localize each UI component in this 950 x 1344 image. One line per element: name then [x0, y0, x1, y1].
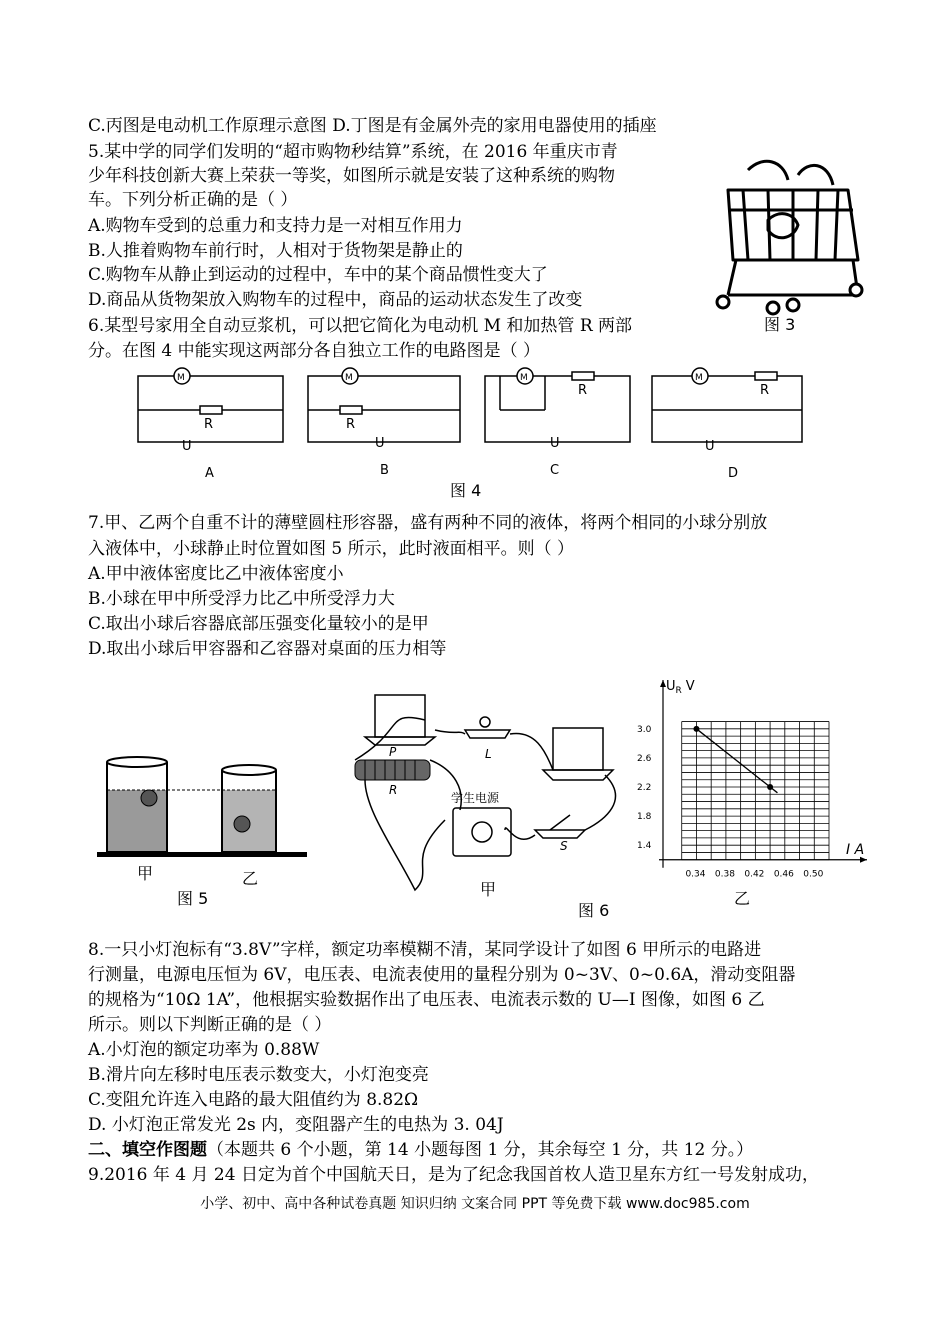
fig5-containers	[92, 752, 322, 912]
fig4-caption: 图 4	[450, 481, 482, 500]
q8-stem-4: 所示。则以下判断正确的是（ ）	[88, 1015, 332, 1035]
q5-option-c: C.购物车从静止到运动的过程中，车中的某个商品惯性变大了	[88, 265, 548, 285]
fig4-u-b: U	[375, 436, 385, 451]
page-footer: 小学、初中、高中各种试卷真题 知识归纳 文案合同 PPT 等免费下载 www.doc985.com	[200, 1196, 750, 1212]
fig6-p-label: P	[389, 745, 397, 759]
q8-option-a: A.小灯泡的额定功率为 0.88W	[88, 1040, 320, 1060]
series-line	[696, 729, 777, 793]
fig4-label-b: B	[380, 463, 389, 478]
fig6-l-label: L	[485, 747, 492, 761]
q7-option-a: A.甲中液体密度比乙中液体密度小	[88, 564, 344, 584]
x-tick-label: 0.46	[773, 869, 794, 880]
fig6-power-label: 学生电源	[451, 791, 500, 805]
q8-option-b: B.滑片向左移时电压表示数变大，小灯泡变亮	[88, 1065, 429, 1085]
data-point	[767, 784, 773, 790]
chart-x-axis-label: I A	[846, 842, 865, 858]
q5-option-a: A.购物车受到的总重力和支持力是一对相互作用力	[88, 216, 463, 236]
section-2-note: （本题共 6 个小题，第 14 小题每图 1 分，其余每空 1 分，共 12 分。）	[207, 1140, 754, 1160]
section-2-heading	[88, 1138, 753, 1162]
q5-stem-2: 少年科技创新大赛上荣获一等奖，如图所示就是安装了这种系统的购物	[88, 166, 615, 186]
fig4-motor-c: M	[520, 373, 528, 383]
q8-option-d: D. 小灯泡正常发光 2s 内，变阻器产生的电热为 3. 04J	[88, 1115, 504, 1135]
chart-ticks	[637, 725, 824, 880]
fig4-motor-a: M	[177, 373, 185, 383]
fig6-ui-chart	[632, 672, 882, 912]
q5-stem-3: 车。下列分析正确的是（ ）	[88, 190, 298, 210]
fig5-yi: 乙	[242, 869, 259, 888]
fig6-caption: 图 6	[578, 901, 610, 920]
q8-option-c: C.变阻允许连入电路的最大阻值约为 8.82Ω	[88, 1090, 419, 1110]
fig4-u-d: U	[705, 439, 715, 454]
q6-stem-2: 分。在图 4 中能实现这两部分各自独立工作的电路图是（ ）	[88, 341, 541, 361]
fig4-u-c: U	[550, 436, 560, 451]
q7-option-c: C.取出小球后容器底部压强变化量较小的是甲	[88, 614, 429, 634]
x-tick-label: 0.50	[803, 869, 824, 880]
fig5-caption: 图 5	[177, 889, 209, 908]
q7-option-d: D.取出小球后甲容器和乙容器对桌面的压力相等	[88, 639, 447, 659]
q5-option-b: B.人推着购物车前行时，人相对于货物架是静止的	[88, 241, 463, 261]
fig4-r-d: R	[760, 383, 770, 398]
y-tick-label: 1.8	[637, 812, 652, 823]
fig4-label-a: A	[205, 466, 214, 481]
q5-stem-1: 5.某中学的同学们发明的“超市购物秒结算”系统，在 2016 年重庆市青	[88, 142, 618, 162]
chart-y-axis-label: $U_R$ V	[666, 679, 695, 696]
fig3-caption: 图 3	[764, 315, 796, 334]
fig6-s-label: S	[560, 839, 568, 853]
fig3-shopping-cart	[708, 150, 868, 340]
fig4-r-a: R	[204, 417, 214, 432]
q8-stem-3: 的规格为“10Ω 1A”，他根据实验数据作出了电压表、电流表示数的 U—I 图像，如图 6 乙	[88, 990, 765, 1010]
chart-axes	[659, 680, 867, 868]
q7-stem-2: 入液体中，小球静止时位置如图 5 所示，此时液面相平。则（ ）	[88, 539, 575, 559]
q8-stem-1: 8.一只小灯泡标有“3.8V”字样，额定功率模糊不清，某同学设计了如图 6 甲所示的电路进	[88, 940, 762, 960]
x-tick-label: 0.38	[714, 869, 735, 880]
fig4-r-c: R	[578, 383, 588, 398]
fig4-circuits	[130, 362, 810, 502]
fig6-jia: 甲	[480, 880, 497, 899]
y-tick-label: 3.0	[637, 724, 652, 735]
q8-stem-2: 行测量，电源电压恒为 6V，电压表、电流表使用的量程分别为 0~3V、0~0.6A，滑动变阻器	[88, 965, 796, 985]
q9-stem-1: 9.2016 年 4 月 24 日定为首个中国航天日，是为了纪念我国首枚人造卫星东方红一号发射成功，	[88, 1165, 819, 1185]
fig6-circuit	[345, 690, 635, 905]
q7-option-b: B.小球在甲中所受浮力比乙中所受浮力大	[88, 589, 395, 609]
fig6-r-label: R	[389, 783, 398, 797]
fig4-label-d: D	[728, 466, 739, 481]
y-tick-label: 2.6	[637, 753, 652, 764]
chart-grid	[682, 722, 829, 860]
q5-option-d: D.商品从货物架放入购物车的过程中，商品的运动状态发生了改变	[88, 290, 583, 310]
fig4-motor-d: M	[695, 373, 703, 383]
fig4-label-c: C	[550, 463, 560, 478]
x-tick-label: 0.42	[744, 869, 765, 880]
fig6-yi: 乙	[734, 889, 751, 908]
fig4-motor-b: M	[345, 373, 353, 383]
y-tick-label: 1.4	[637, 841, 652, 852]
x-tick-label: 0.34	[685, 869, 706, 880]
q7-stem-1: 7.甲、乙两个自重不计的薄壁圆柱形容器，盛有两种不同的液体，将两个相同的小球分别放	[88, 513, 768, 533]
fig4-r-b: R	[346, 417, 356, 432]
q6-stem-1: 6.某型号家用全自动豆浆机，可以把它简化为电动机 M 和加热管 R 两部	[88, 316, 633, 336]
fig5-jia: 甲	[137, 864, 154, 883]
y-tick-label: 2.2	[637, 783, 652, 793]
fig4-u-a: U	[182, 439, 192, 454]
section-2-title: 二、填空作图题	[88, 1140, 207, 1160]
q4-options-cd: C.丙图是电动机工作原理示意图 D.丁图是有金属外壳的家用电器使用的插座	[88, 116, 657, 136]
data-point	[693, 726, 699, 732]
